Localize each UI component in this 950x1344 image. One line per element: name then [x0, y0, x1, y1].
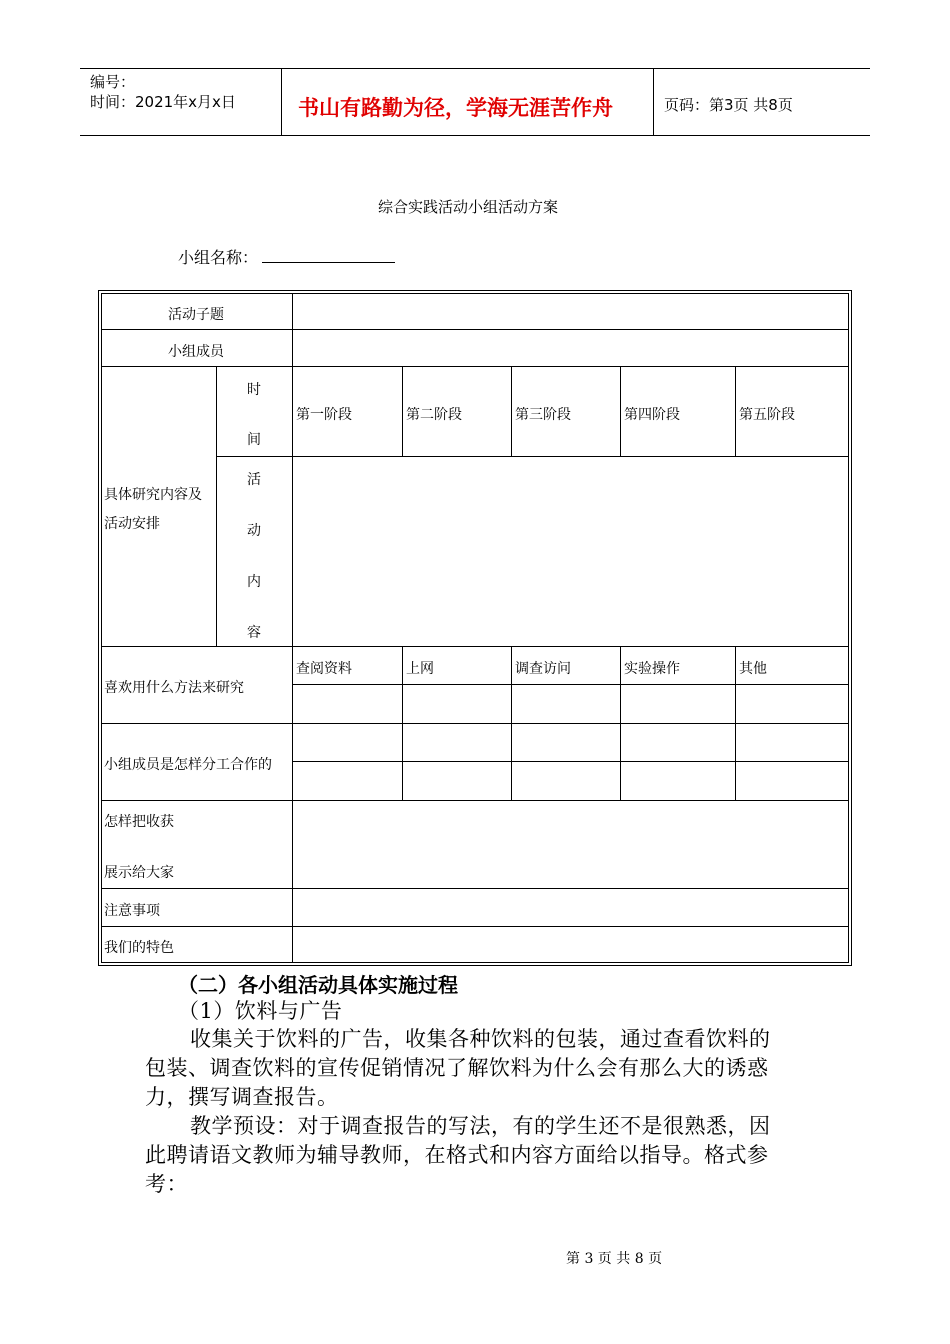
method-blank-3 — [511, 684, 621, 724]
members-value-cell — [292, 329, 849, 367]
method-blank-2 — [402, 684, 512, 724]
header-divider-left — [281, 68, 282, 136]
members-label-cell — [101, 329, 293, 367]
coop-blank-1a — [292, 723, 403, 762]
research-label-line1: 具体研究内容及 — [104, 487, 202, 503]
show-label-line1: 怎样把收获 — [104, 814, 174, 830]
para2-line3: 考： — [145, 1172, 188, 1196]
cooperation-label-cell — [101, 723, 293, 801]
header-divider-right — [653, 68, 654, 136]
activity-char-4: 容 — [247, 625, 261, 641]
stage-label-5: 第五阶段 — [739, 407, 795, 423]
activity-char-1: 活 — [247, 472, 261, 488]
group-name-label: 小组名称： — [178, 248, 259, 267]
activity-char-3: 内 — [247, 574, 261, 590]
stage-label-4: 第四阶段 — [624, 407, 680, 423]
notes-value-cell — [292, 888, 849, 927]
para1-line1: 收集关于饮料的广告，收集各种饮料的包装，通过查看饮料的 — [190, 1027, 771, 1051]
stage-label-1: 第一阶段 — [296, 407, 352, 423]
para2-line1: 教学预设：对于调查报告的写法，有的学生还不是很熟悉，因 — [190, 1114, 771, 1138]
show-value-cell — [292, 800, 849, 889]
method-label-4: 实验操作 — [624, 661, 680, 677]
method-label-5: 其他 — [739, 661, 767, 677]
notes-label: 注意事项 — [104, 903, 160, 919]
method-blank-1 — [292, 684, 403, 724]
cooperation-label: 小组成员是怎样分工合作的 — [104, 757, 272, 773]
group-name-blank — [262, 262, 395, 263]
coop-blank-1b — [292, 761, 403, 801]
stage-cell-1 — [292, 366, 403, 457]
header-top-rule — [80, 68, 870, 69]
stage-label-2: 第二阶段 — [406, 407, 462, 423]
header-number-label: 编号： — [90, 73, 136, 91]
method-blank-5 — [735, 684, 849, 724]
coop-blank-5a — [735, 723, 849, 762]
header-page-label: 页码：第3页 共8页 — [664, 96, 793, 114]
para1-line2: 包装、调查饮料的宣传促销情况了解饮料为什么会有那么大的诱惑 — [145, 1056, 769, 1080]
page-footer: 第 3 页 共 8 页 — [566, 1251, 663, 1267]
method-cell-3 — [511, 646, 621, 685]
para2-line2: 此聘请语文教师为辅导教师，在格式和内容方面给以指导。格式参 — [145, 1143, 769, 1167]
stage-cell-3 — [511, 366, 621, 457]
stage-label-3: 第三阶段 — [515, 407, 571, 423]
activity-content-label-cell — [216, 456, 293, 647]
method-label-1: 查阅资料 — [296, 661, 352, 677]
time-label-cell — [216, 366, 293, 457]
research-label-line2: 活动安排 — [104, 516, 160, 532]
header-time-label: 时间：2021年x月x日 — [90, 93, 236, 111]
activity-content-value-cell — [292, 456, 849, 647]
topic-value-cell — [292, 293, 849, 330]
feature-label-cell — [101, 926, 293, 963]
research-label-cell — [101, 366, 217, 647]
coop-blank-3a — [511, 723, 621, 762]
coop-blank-2b — [402, 761, 512, 801]
header-motto: 书山有路勤为径，学海无涯苦作舟 — [298, 96, 613, 120]
time-char-2: 间 — [247, 432, 261, 448]
coop-blank-4a — [620, 723, 736, 762]
document-title: 综合实践活动小组活动方案 — [378, 198, 559, 216]
notes-label-cell — [101, 888, 293, 927]
method-cell-5 — [735, 646, 849, 685]
stage-cell-4 — [620, 366, 736, 457]
para1-line3: 力，撰写调查报告。 — [145, 1085, 339, 1109]
activity-char-2: 动 — [247, 523, 261, 539]
method-cell-4 — [620, 646, 736, 685]
feature-label: 我们的特色 — [104, 940, 174, 956]
coop-blank-4b — [620, 761, 736, 801]
topic-label-cell — [101, 293, 293, 330]
stage-cell-2 — [402, 366, 512, 457]
coop-blank-5b — [735, 761, 849, 801]
coop-blank-3b — [511, 761, 621, 801]
section-heading: （二）各小组活动具体实施过程 — [178, 973, 458, 997]
show-label-cell — [101, 800, 293, 889]
topic-label: 活动子题 — [168, 307, 224, 323]
members-label: 小组成员 — [168, 344, 224, 360]
method-label-2: 上网 — [406, 661, 434, 677]
method-cell-2 — [402, 646, 512, 685]
method-label: 喜欢用什么方法来研究 — [104, 680, 244, 696]
show-label-line2: 展示给大家 — [104, 865, 174, 881]
method-blank-4 — [620, 684, 736, 724]
header-bottom-rule — [80, 135, 870, 136]
method-cell-1 — [292, 646, 403, 685]
method-label-cell — [101, 646, 293, 724]
stage-cell-5 — [735, 366, 849, 457]
sub-heading: （1）饮料与广告 — [178, 999, 343, 1023]
method-label-3: 调查访问 — [515, 661, 571, 677]
coop-blank-2a — [402, 723, 512, 762]
feature-value-cell — [292, 926, 849, 963]
time-char-1: 时 — [247, 382, 261, 398]
